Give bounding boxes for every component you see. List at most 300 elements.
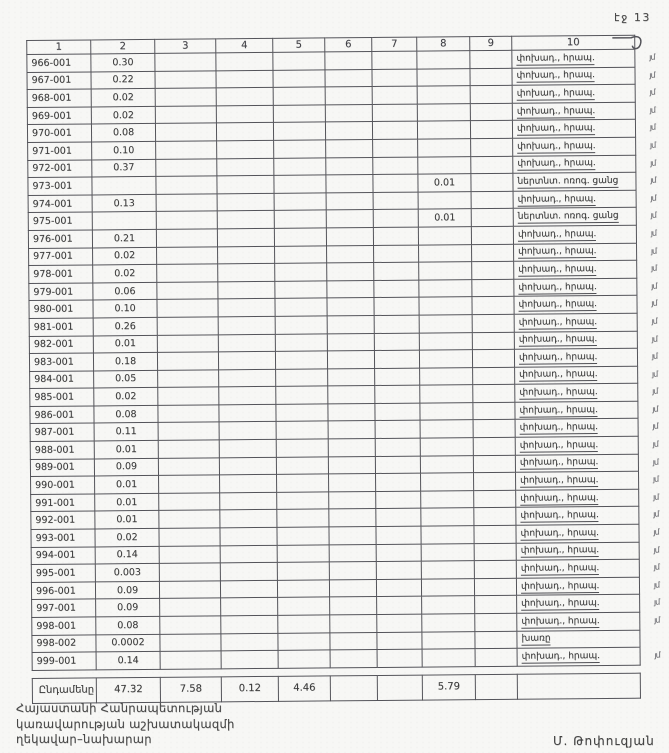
note-text: փոխադ., հրապ. [520,580,600,592]
empty-cell [421,543,474,561]
note-text: փոխադ., հրապ. [520,492,599,504]
empty-cell [470,85,512,103]
note-text: փոխադ., հրապ. [516,123,596,134]
note-text: փոխադ., հրապ. [518,281,597,293]
margin-mark: յմ [653,545,659,555]
empty-cell [156,229,217,247]
note-text: փոխադ., հրապ. [519,387,598,398]
empty-cell [374,245,419,263]
empty-cell [329,544,376,562]
empty-cell [218,281,275,299]
empty-cell [159,581,220,599]
row-id-cell: 990-001 [31,476,95,494]
empty-cell [275,263,327,281]
empty-cell [375,385,420,403]
value-cell: 0.14 [95,546,159,564]
empty-cell [219,422,276,440]
empty-cell [421,561,474,579]
empty-cell [274,140,326,158]
empty-cell [216,52,273,70]
empty-cell [375,403,420,421]
empty-cell [218,246,275,264]
note-cell [517,647,660,666]
row-id-cell: 996-001 [31,582,95,600]
total-value-cell: 5.79 [422,674,475,699]
note-cell [514,348,658,367]
empty-cell [377,614,422,632]
empty-cell [328,368,375,386]
note-text: փոխադ., հրապ. [521,598,600,609]
note-text: փոխադ., հրապ. [517,158,596,170]
empty-cell [327,280,374,298]
row-id-cell: 983-001 [29,353,93,371]
empty-cell [376,579,421,597]
value-cell: 0.003 [95,564,159,582]
note-text: փոխադ., հրապ. [519,369,598,381]
empty-cell [217,140,274,158]
empty-cell [328,421,375,439]
note-cell [513,225,656,244]
empty-cell [218,263,275,281]
value-cell: 0.02 [93,247,157,265]
empty-cell [419,332,472,350]
empty-cell [158,458,219,476]
empty-cell [330,650,377,668]
value-cell: 0.01 [418,174,471,192]
margin-mark: յմ [652,386,658,396]
column-header: 3 [155,39,216,54]
value-cell: 0.09 [94,458,158,476]
note-text: փոխադ., հրապ. [518,299,597,310]
value-cell: 0.01 [418,209,471,227]
empty-cell [157,264,218,282]
empty-cell [329,474,376,492]
margin-mark: յմ [649,122,656,132]
column-header: 7 [372,37,417,51]
empty-cell [475,613,517,631]
empty-cell [374,333,419,351]
value-cell: 0.09 [95,581,159,599]
margin-mark: յմ [649,70,655,80]
row-id-cell: 982-001 [29,335,93,353]
footer-org-line: ղեկավար–նախարար [16,732,152,746]
empty-cell [376,509,421,527]
empty-cell [276,457,328,475]
empty-cell [330,614,377,632]
empty-cell [376,561,421,579]
empty-cell [472,332,514,350]
total-value-cell: 4.46 [278,676,330,701]
empty-cell [372,121,417,139]
empty-cell [475,648,517,666]
margin-mark: յմ [652,439,658,449]
row-id-cell: 966-001 [27,54,91,72]
row-id-cell: 968-001 [27,89,91,107]
empty-cell [422,596,475,614]
empty-cell [220,492,277,510]
empty-cell [421,508,474,526]
note-cell [516,542,659,561]
column-header: 5 [273,38,325,52]
margin-mark: յմ [649,52,655,62]
empty-cell [219,439,276,457]
empty-cell [470,50,512,68]
note-cell [512,120,656,139]
value-cell: 0.14 [96,652,160,670]
note-cell [515,366,658,385]
empty-cell [374,280,419,298]
empty-cell [418,191,471,209]
empty-cell [277,509,329,527]
value-cell: 0.05 [94,370,158,388]
note-cell [516,489,659,508]
empty-cell [373,139,418,157]
empty-cell [326,175,373,193]
empty-cell [470,121,512,139]
note-cell [516,577,660,596]
row-id-cell: 971-001 [28,142,92,160]
empty-cell [326,157,373,175]
margin-mark: յմ [651,316,657,326]
empty-cell [419,297,472,315]
empty-cell [274,175,326,193]
empty-cell [376,473,421,491]
empty-cell [327,333,374,351]
empty-cell [420,438,473,456]
empty-cell [277,580,329,598]
empty-cell [372,51,417,69]
empty-cell [475,596,517,614]
note-cell [512,49,655,68]
empty-cell [376,491,421,509]
note-text: փոխադ., հրապ. [520,475,599,486]
empty-cell [325,69,372,87]
row-id-cell: 995-001 [31,564,95,582]
margin-mark: յմ [652,421,658,432]
total-value-cell: 7.58 [160,677,221,703]
empty-cell [157,299,218,317]
empty-cell [216,88,273,106]
empty-cell [217,211,274,229]
empty-cell [276,386,328,404]
table-wrap [26,35,660,704]
row-id-cell: 970-001 [27,124,91,142]
row-id-cell: 991-001 [31,494,95,512]
row-id-cell: 974-001 [28,195,92,213]
note-cell [516,524,659,543]
note-cell [513,208,656,227]
value-cell: 0.0002 [96,634,160,652]
empty-cell [159,528,220,546]
empty-cell [374,262,419,280]
empty-cell [277,562,329,580]
empty-cell [277,527,329,545]
margin-mark: յմ [652,457,658,467]
row-id-cell: 975-001 [28,212,92,230]
empty-cell [276,421,328,439]
empty-cell [327,351,374,369]
empty-cell [327,263,374,281]
empty-cell [471,191,513,209]
value-cell: 0.13 [92,194,156,212]
empty-cell [472,261,514,279]
value-cell: 0.08 [94,405,158,423]
empty-cell [217,176,274,194]
empty-cell [330,632,377,650]
empty-cell [517,673,640,699]
empty-cell [156,158,217,176]
empty-cell [157,317,218,335]
value-cell: 0.02 [95,528,159,546]
note-cell [514,296,657,315]
empty-cell [376,526,421,544]
empty-cell [275,245,327,263]
empty-cell [326,139,373,157]
note-text: փոխադ., հրապ. [516,88,596,99]
row-id-cell: 985-001 [30,388,94,406]
note-cell [512,102,655,121]
empty-cell [418,139,471,157]
empty-cell [220,527,277,545]
note-text: փոխադ., հրապ. [519,439,599,451]
empty-cell [421,578,474,596]
empty-cell [471,138,513,156]
note-cell [516,559,659,578]
empty-cell [417,51,470,69]
note-text: փոխադ., հրապ. [519,404,598,416]
empty-cell [420,455,473,473]
empty-cell [471,156,513,174]
empty-cell [155,88,216,106]
empty-cell [327,298,374,316]
margin-mark: յմ [651,369,658,379]
empty-cell [92,177,156,195]
empty-cell [376,544,421,562]
empty-cell [377,632,422,650]
value-cell: 0.02 [91,106,155,124]
empty-cell [474,508,516,526]
empty-cell [221,651,278,669]
margin-mark: յմ [653,562,659,572]
value-cell: 0.08 [91,124,155,142]
column-header: 1 [27,40,91,55]
row-id-cell: 998-002 [32,635,96,653]
empty-cell [420,403,473,421]
empty-cell [328,403,375,421]
empty-cell [275,298,327,316]
empty-cell [219,387,276,405]
empty-cell [473,437,515,455]
empty-cell [474,525,516,543]
row-id-cell: 981-001 [29,318,93,336]
note-text: փոխադ., հրապ. [517,193,597,205]
empty-cell [160,651,221,669]
empty-cell [221,598,278,616]
column-header: 8 [417,37,470,51]
empty-cell [417,86,470,104]
empty-cell [159,493,220,511]
empty-cell [158,422,219,440]
note-text: փոխադ., հրապ. [518,334,598,346]
empty-cell [472,297,514,315]
empty-cell [325,52,372,70]
margin-mark: յմ [650,228,656,238]
empty-cell [374,297,419,315]
empty-cell [420,367,473,385]
note-cell [515,436,658,455]
empty-cell [475,631,517,649]
value-cell: 0.01 [95,493,159,511]
empty-cell [473,402,515,420]
value-cell: 0.01 [95,511,159,529]
value-cell: 0.22 [91,71,155,89]
empty-cell [472,314,514,332]
empty-cell [377,649,422,667]
empty-cell [274,228,326,246]
margin-mark: յմ [650,175,656,185]
margin-mark: յմ [651,351,658,361]
footer-org-line: կառավարության աշխատակազմի [16,716,235,731]
empty-cell [474,473,516,491]
footer-block [16,701,235,748]
empty-cell [421,526,474,544]
note-cell [517,612,660,631]
empty-cell [329,491,376,509]
empty-cell [475,674,517,699]
empty-cell [472,279,514,297]
empty-cell [417,121,470,139]
note-cell [514,331,657,350]
note-text: փոխադ., հրապ. [521,615,600,627]
empty-cell [373,174,418,192]
empty-cell [373,157,418,175]
empty-cell [417,103,470,121]
value-cell: 0.02 [94,388,158,406]
column-header: 2 [91,39,155,54]
empty-cell [276,439,328,457]
empty-cell [278,597,330,615]
value-cell: 0.10 [92,141,156,159]
row-id-cell: 978-001 [29,265,93,283]
empty-cell [160,598,221,616]
empty-cell [157,334,218,352]
margin-mark: յմ [652,492,659,502]
empty-cell [219,369,276,387]
empty-cell [155,70,216,88]
empty-cell [273,70,325,88]
row-id-cell: 994-001 [31,547,95,565]
note-text: խառը [521,633,551,645]
note-cell [514,278,657,297]
empty-cell [276,404,328,422]
value-cell: 0.11 [94,423,158,441]
empty-cell [156,176,217,194]
empty-cell [218,299,275,317]
column-header: 10 [512,35,635,50]
empty-cell [327,245,374,263]
empty-cell [218,334,275,352]
note-cell [514,260,657,279]
empty-cell [156,194,217,212]
empty-cell [473,455,515,473]
value-cell: 0.30 [91,53,155,71]
note-text: փոխադ., հրապ. [521,651,601,662]
value-cell: 0.02 [93,265,157,283]
empty-cell [216,123,273,141]
empty-cell [221,633,278,651]
note-cell [516,471,659,490]
row-id-cell: 992-001 [31,511,95,529]
empty-cell [155,106,216,124]
empty-cell [470,68,512,86]
column-header: 4 [216,38,273,52]
value-cell: 0.09 [96,599,160,617]
empty-cell [158,440,219,458]
empty-cell [328,386,375,404]
empty-cell [277,474,329,492]
value-cell: 0.18 [93,352,157,370]
empty-cell [220,475,277,493]
empty-cell [220,580,277,598]
note-text: փոխադ., հրապ. [519,457,599,469]
empty-cell [419,244,472,262]
note-cell [513,172,656,191]
empty-cell [273,122,325,140]
row-id-cell: 997-001 [32,599,96,617]
empty-cell [419,279,472,297]
empty-cell [419,262,472,280]
empty-cell [278,632,330,650]
empty-cell [273,87,325,105]
column-header: 9 [470,36,512,50]
note-cell [512,84,655,103]
empty-cell [474,578,516,596]
margin-mark: յմ [652,474,659,484]
empty-cell [274,193,326,211]
note-text: փոխադ., հրապ. [517,140,596,152]
margin-mark: յմ [650,246,657,256]
empty-cell [159,475,220,493]
empty-cell [421,473,474,491]
note-text: փոխադ., հրապ. [518,263,597,275]
note-text: փոխադ., հրապ. [516,70,596,82]
empty-cell [417,68,470,86]
empty-cell [273,105,325,123]
empty-cell [276,369,328,387]
note-text: փոխադ., հրապ. [518,316,598,328]
empty-cell [219,404,276,422]
empty-cell [220,563,277,581]
empty-cell [277,545,329,563]
empty-cell [329,509,376,527]
note-cell [513,137,656,156]
row-id-cell: 980-001 [29,300,93,318]
empty-cell [474,490,516,508]
empty-cell [325,104,372,122]
empty-cell [159,563,220,581]
empty-cell [217,228,274,246]
margin-mark: յմ [649,140,656,150]
margin-mark: յմ [650,158,656,168]
note-text: ներտնտ. ոռոգ. ցանց [517,211,619,222]
empty-cell [216,70,273,88]
empty-cell [373,209,418,227]
empty-cell [218,351,275,369]
row-id-cell: 986-001 [30,406,94,424]
empty-cell [159,510,220,528]
empty-cell [330,597,377,615]
empty-cell [327,315,374,333]
